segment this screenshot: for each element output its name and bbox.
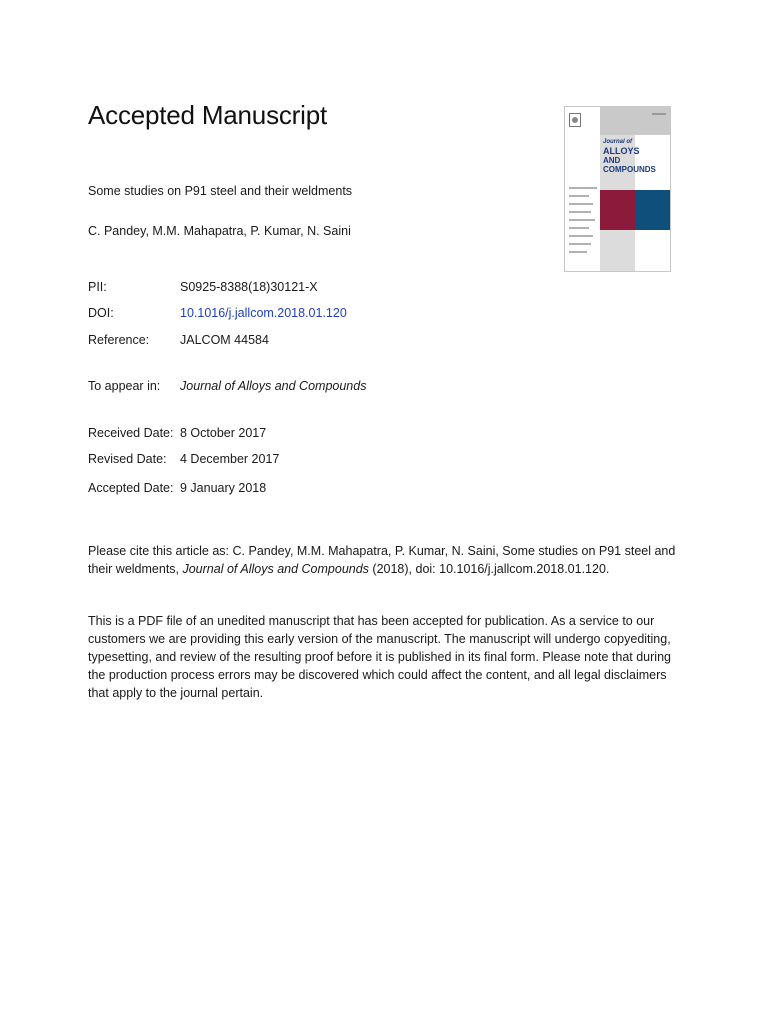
pii-row: [88, 279, 318, 295]
pii-value: S0925-8388(18)30121-X: [180, 280, 318, 294]
revised-label: Revised Date:: [88, 452, 167, 466]
reference-row: [88, 332, 269, 348]
doi-row: [88, 305, 347, 321]
journal-cover-image: [564, 106, 671, 272]
author-list: C. Pandey, M.M. Mahapatra, P. Kumar, N. Saini: [88, 224, 351, 238]
doi-link[interactable]: 10.1016/j.jallcom.2018.01.120: [180, 306, 347, 320]
received-label: Received Date:: [88, 426, 174, 440]
cover-line: [569, 195, 589, 197]
accepted-value: 9 January 2018: [180, 481, 267, 495]
disclaimer-paragraph: [88, 612, 678, 702]
cover-line: [569, 227, 589, 229]
cover-line: [569, 187, 597, 189]
reference-label: Reference:: [88, 333, 150, 347]
cover-line: [569, 251, 587, 253]
article-title: Some studies on P91 steel and their weldments: [88, 184, 353, 198]
cover-blue-block: [635, 190, 670, 230]
elsevier-logo-icon: [569, 113, 581, 127]
appear-journal: Journal of Alloys and Compounds: [180, 379, 367, 393]
citation-paragraph: [88, 542, 678, 578]
cover-journal-title: [603, 139, 671, 174]
citation-text-2: (2018), doi: 10.1016/j.jallcom.2018.01.120.: [368, 562, 610, 576]
disclaimer-text: This is a PDF file of an unedited manuscript that has been accepted for publication. As a service to our customers we are providing this early version of the manuscript. The manuscript will undergo copyediting, typesetting, and review of the resulting proof before it is published in its final form. Please note that during the production process errors may be discovered which could affect the content, and all legal disclaimers that apply to the journal pertain.: [88, 614, 671, 700]
cover-line: [569, 243, 591, 245]
revised-value: 4 December 2017: [180, 452, 280, 466]
citation-journal: Journal of Alloys and Compounds: [182, 562, 369, 576]
accepted-row: [88, 480, 266, 496]
appear-label: To appear in:: [88, 379, 161, 393]
cover-line: [569, 219, 595, 221]
cover-line: [569, 203, 593, 205]
cover-issn-mark: [652, 113, 666, 115]
reference-value: JALCOM 44584: [180, 333, 269, 347]
accepted-label: Accepted Date:: [88, 481, 174, 495]
cover-journal-of: Journal of: [603, 139, 633, 145]
appear-row: [88, 378, 366, 394]
cover-red-block: [600, 190, 635, 230]
received-row: [88, 425, 266, 441]
cover-alloys: ALLOYS: [603, 146, 640, 156]
pii-label: PII:: [88, 280, 107, 294]
doi-label: DOI:: [88, 306, 114, 320]
received-value: 8 October 2017: [180, 426, 267, 440]
cover-line: [569, 211, 591, 213]
cover-and-compounds: AND COMPOUNDS: [603, 156, 656, 174]
page-heading: Accepted Manuscript: [88, 100, 327, 130]
cover-grey-bar: [600, 107, 670, 135]
cover-line: [569, 235, 593, 237]
citation-text-1: Please cite this article as: C. Pandey, M.M. Mahapatra, P. Kumar, N. Saini, Some studies on P91 steel and their weldments,: [88, 544, 676, 576]
revised-row: [88, 451, 279, 467]
